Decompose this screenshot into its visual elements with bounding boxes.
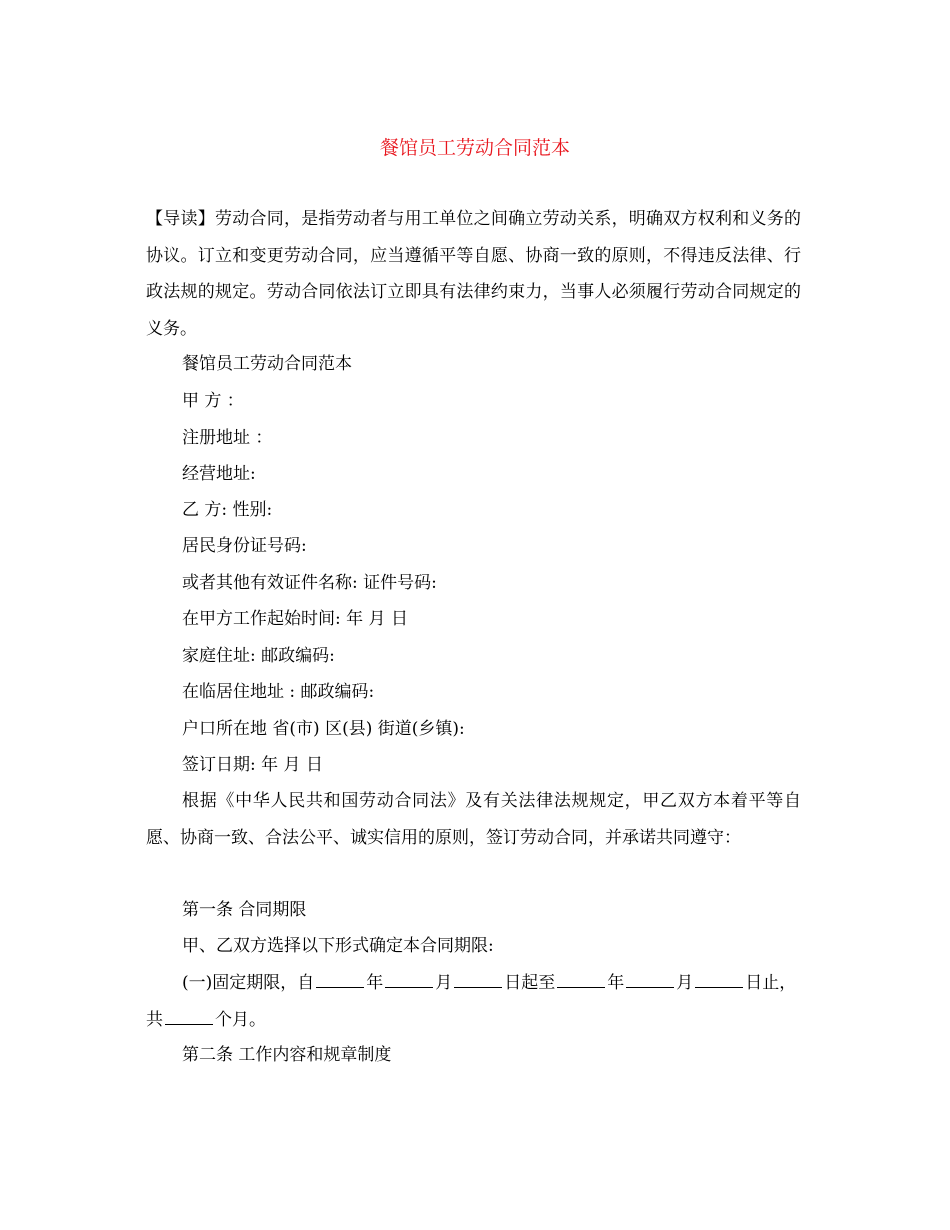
blank-field[interactable] <box>626 970 674 988</box>
fixed-term-prefix: (一)固定期限，自 <box>182 973 315 993</box>
fixed-term-line <box>182 969 796 997</box>
month-label: 月 <box>435 973 453 993</box>
article-2-title: 第二条 工作内容和规章制度 <box>182 1045 392 1065</box>
party-a-line: 甲 方 ： <box>182 391 244 411</box>
intro-paragraph: 【导读】劳动合同，是指劳动者与用工单位之间确立劳动关系，明确双方权利和义务的协议。订立和变更劳动合同，应当遵循平等自愿、协商一致的原则，不得违反法律、行政法规的规定。劳动合同依法订立即具有法律约束力，当事人必须履行劳动合同规定的义务。 <box>146 209 801 339</box>
fixed-term-total-line <box>146 1006 266 1034</box>
blank-field[interactable] <box>385 970 433 988</box>
document-title: 餐馆员工劳动合同范本 <box>379 137 570 159</box>
other-id-line: 或者其他有效证件名称: 证件号码: <box>182 573 437 593</box>
legal-basis-paragraph: 根据《中华人民共和国劳动合同法》及有关法律法规规定，甲乙双方本着平等自愿、协商一致、合法公平、诚实信用的原则，签订劳动合同，并承诺共同遵守： <box>146 791 801 848</box>
total-suffix: 个月。 <box>215 1010 266 1030</box>
day-label: 日止， <box>745 973 797 993</box>
month-label: 月 <box>676 973 694 993</box>
blank-field[interactable] <box>165 1007 213 1025</box>
year-label: 年 <box>366 973 384 993</box>
year-label: 年 <box>607 973 625 993</box>
business-address-line: 经营地址: <box>182 464 256 484</box>
registered-address-line: 注册地址 ： <box>182 428 273 448</box>
temporary-address-line: 在临居住地址 : 邮政编码: <box>182 682 375 702</box>
blank-field[interactable] <box>695 970 743 988</box>
article-1-description: 甲、乙双方选择以下形式确定本合同期限: <box>182 936 494 956</box>
sign-date-line: 签订日期: 年 月 日 <box>182 755 323 775</box>
article-1-title: 第一条 合同期限 <box>182 900 307 920</box>
party-b-line: 乙 方: 性别: <box>182 500 273 520</box>
contract-heading-line: 餐馆员工劳动合同范本 <box>182 354 352 374</box>
hukou-line: 户口所在地 省(市) 区(县) 街道(乡镇): <box>182 719 465 739</box>
blank-field[interactable] <box>454 970 502 988</box>
total-prefix: 共 <box>146 1010 163 1030</box>
home-address-line: 家庭住址: 邮政编码: <box>182 646 335 666</box>
day-label: 日起至 <box>504 973 556 993</box>
id-number-line: 居民身份证号码: <box>182 536 307 556</box>
start-time-line: 在甲方工作起始时间: 年 月 日 <box>182 609 408 629</box>
blank-field[interactable] <box>557 970 605 988</box>
blank-field[interactable] <box>316 970 364 988</box>
